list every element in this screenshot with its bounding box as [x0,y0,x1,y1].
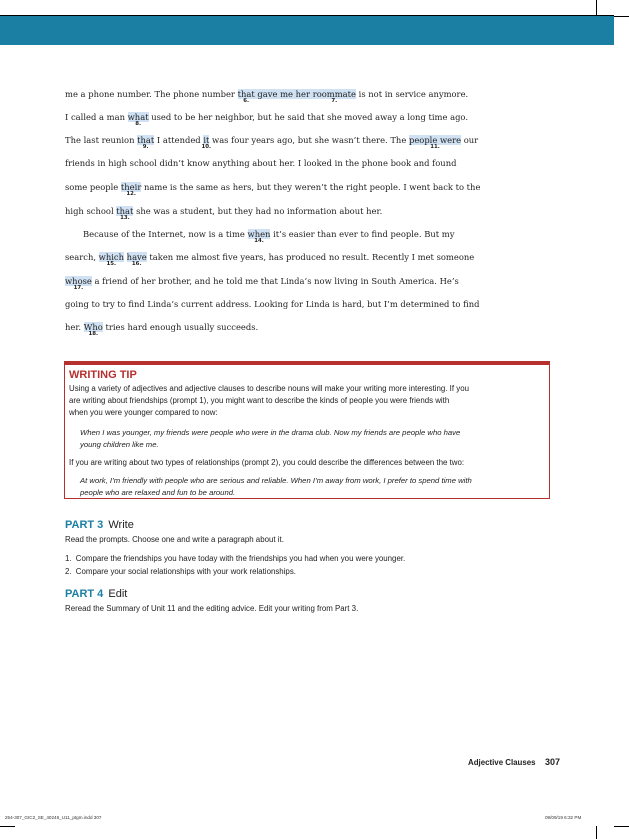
crop-mark [614,826,629,827]
part3-title: Write [108,519,134,531]
error-highlight[interactable]: which 15. [98,252,124,267]
item-number: 12. [126,191,136,197]
part4-label: PART 4 [65,588,104,600]
error-highlight[interactable]: have 16. [126,252,147,267]
passage-line: I called a man what 8. used to be her neighbor, but he said that she moved away a long time ago. [65,112,468,127]
part3-instruction: Read the prompts. Choose one and write a paragraph about it. [65,535,284,544]
prompt-item [65,554,405,563]
passage-line: The last reunion that 9. I attended it 10. was four years ago, but she wasn’t there. The people were 11. our [65,135,479,150]
item-number: 6. [243,98,250,104]
writing-tip-example: At work, I’m friendly with people who are serious and reliable. When I’m away from work, I prefer to spend time with [80,476,472,485]
error-highlight[interactable]: that 6. [237,89,255,104]
prompt-item [65,567,296,576]
item-number: 14. [254,238,264,244]
passage-line: Because of the Internet, now is a time when 14. it’s easier than ever to find people. But my [83,229,455,244]
item-number: 10. [201,144,212,150]
crop-mark [596,826,597,839]
error-highlight[interactable]: people were 11. [408,135,462,150]
crop-mark [596,0,597,15]
error-highlight[interactable]: that 13. [116,206,134,221]
crop-mark [0,826,15,827]
passage-line: search, which 15. have 16. taken me almost five years, has produced no result. Recently I met someone [65,252,475,267]
item-number: 13. [120,215,130,221]
crop-mark [614,16,629,17]
prompt-number: 1. [65,554,72,563]
writing-tip-title: WRITING TIP [69,369,137,381]
part4-instruction: Reread the Summary of Unit 11 and the editing advice. Edit your writing from Part 3. [65,604,359,613]
error-highlight[interactable]: when 14. [247,229,271,244]
writing-tip-bar [65,362,549,365]
passage-line: some people their 12. name is the same as hers, but they weren’t the right people. I went back to the [65,182,481,197]
error-highlight[interactable]: what 8. [127,112,149,127]
passage-line: me a phone number. The phone number that 6. gave me her roommate 7. is not in service anymore. [65,89,469,104]
running-head: Adjective Clauses [468,758,536,767]
item-number: 16. [131,261,142,267]
passage-line: her. Who 18. tries hard enough usually succeeds. [65,322,259,337]
prompt-text: Compare the friendships you have today with the friendships you had when you were younger. [75,554,406,563]
writing-tip-middle: If you are writing about two types of relationships (prompt 2), you could describe the differences between the two: [69,458,465,467]
passage-line: going to try to find Linda’s current address. Looking for Linda is hard, but I’m determined to find [65,299,480,309]
part4-title: Edit [108,588,128,600]
writing-tip-intro-line: Using a variety of adjectives and adjective clauses to describe nouns will make your writing more interesting. If you [69,384,469,393]
item-number: 7. [331,98,338,104]
error-highlight[interactable]: whose 17. [65,276,92,291]
item-number: 18. [88,331,99,337]
passage-line: high school that 13. she was a student, but they had no information about her. [65,206,383,221]
part4-heading [65,588,127,600]
page-number: 307 [545,757,561,767]
part3-heading [65,519,134,531]
item-number: 9. [142,144,149,150]
slug-right: 09/09/19 6:32 PM [545,815,582,820]
header-band [0,16,614,45]
item-number: 17. [73,285,84,291]
item-number: 11. [430,144,440,150]
part3-label: PART 3 [65,519,104,531]
error-highlight[interactable]: that 9. [137,135,155,150]
error-highlight[interactable]: their 12. [120,182,142,197]
prompt-text: Compare your social relationships with your work relationships. [75,567,296,576]
writing-tip-intro-line: are writing about friendships (prompt 1), you might want to describe the kinds of people you were friends with [69,396,450,405]
passage-line: whose 17. a friend of her brother, and he told me that Linda’s now living in South America. He’s [65,276,459,291]
passage-line: friends in high school didn’t know anything about her. I looked in the phone book and found [65,158,457,168]
item-number: 15. [106,261,117,267]
prompt-number: 2. [65,567,72,576]
writing-tip-intro-line: when you were younger compared to now: [69,408,218,417]
writing-tip-example: When I was younger, my friends were people who were in the drama club. Now my friends are people who have [80,428,461,437]
writing-tip-box [64,361,550,499]
slug-left: 254-307_GIC2_SE_40246_U11_ptgm.indd 307 [5,815,102,820]
error-highlight[interactable]: it 10. [201,135,212,150]
error-highlight[interactable]: Who 18. [83,322,103,337]
writing-tip-example: people who are relaxed and fun to be around. [80,488,236,497]
writing-tip-example: young children like me. [80,440,159,449]
error-highlight[interactable]: roommate 7. [312,89,356,104]
item-number: 8. [135,121,141,127]
